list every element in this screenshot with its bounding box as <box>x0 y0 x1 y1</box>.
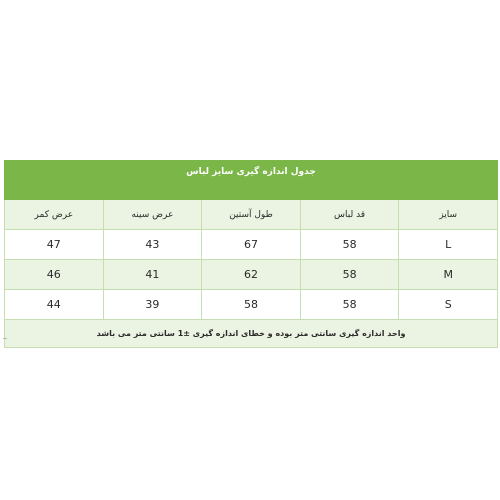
table-row <box>5 290 498 320</box>
measurement-note: واحد اندازه گیری سانتی متر بوده و خطای اندازه گیری ±1 سانتی متر می باشد <box>5 320 498 348</box>
header-chest-width: عرض سینه <box>103 200 202 230</box>
table-title-row <box>5 161 498 200</box>
cell-sleeve-length: 58 <box>202 290 301 320</box>
table-row <box>5 260 498 290</box>
cell-garment-length: 58 <box>300 290 399 320</box>
corner-mark <box>3 338 7 339</box>
table-row <box>5 230 498 260</box>
header-garment-length: قد لباس <box>300 200 399 230</box>
header-sleeve-length: طول آستین <box>202 200 301 230</box>
cell-size: M <box>399 260 498 290</box>
cell-waist-width: 44 <box>5 290 104 320</box>
table-title: جدول اندازه گیری سایز لباس <box>5 161 498 200</box>
header-size: سایز <box>399 200 498 230</box>
cell-waist-width: 46 <box>5 260 104 290</box>
table-footer-row <box>5 320 498 348</box>
cell-sleeve-length: 67 <box>202 230 301 260</box>
cell-garment-length: 58 <box>300 260 399 290</box>
cell-chest-width: 39 <box>103 290 202 320</box>
cell-chest-width: 41 <box>103 260 202 290</box>
header-waist-width: عرض کمر <box>5 200 104 230</box>
table-header-row <box>5 200 498 230</box>
cell-size: S <box>399 290 498 320</box>
cell-waist-width: 47 <box>5 230 104 260</box>
cell-chest-width: 43 <box>103 230 202 260</box>
size-chart-table <box>4 160 498 348</box>
cell-sleeve-length: 62 <box>202 260 301 290</box>
cell-garment-length: 58 <box>300 230 399 260</box>
cell-size: L <box>399 230 498 260</box>
